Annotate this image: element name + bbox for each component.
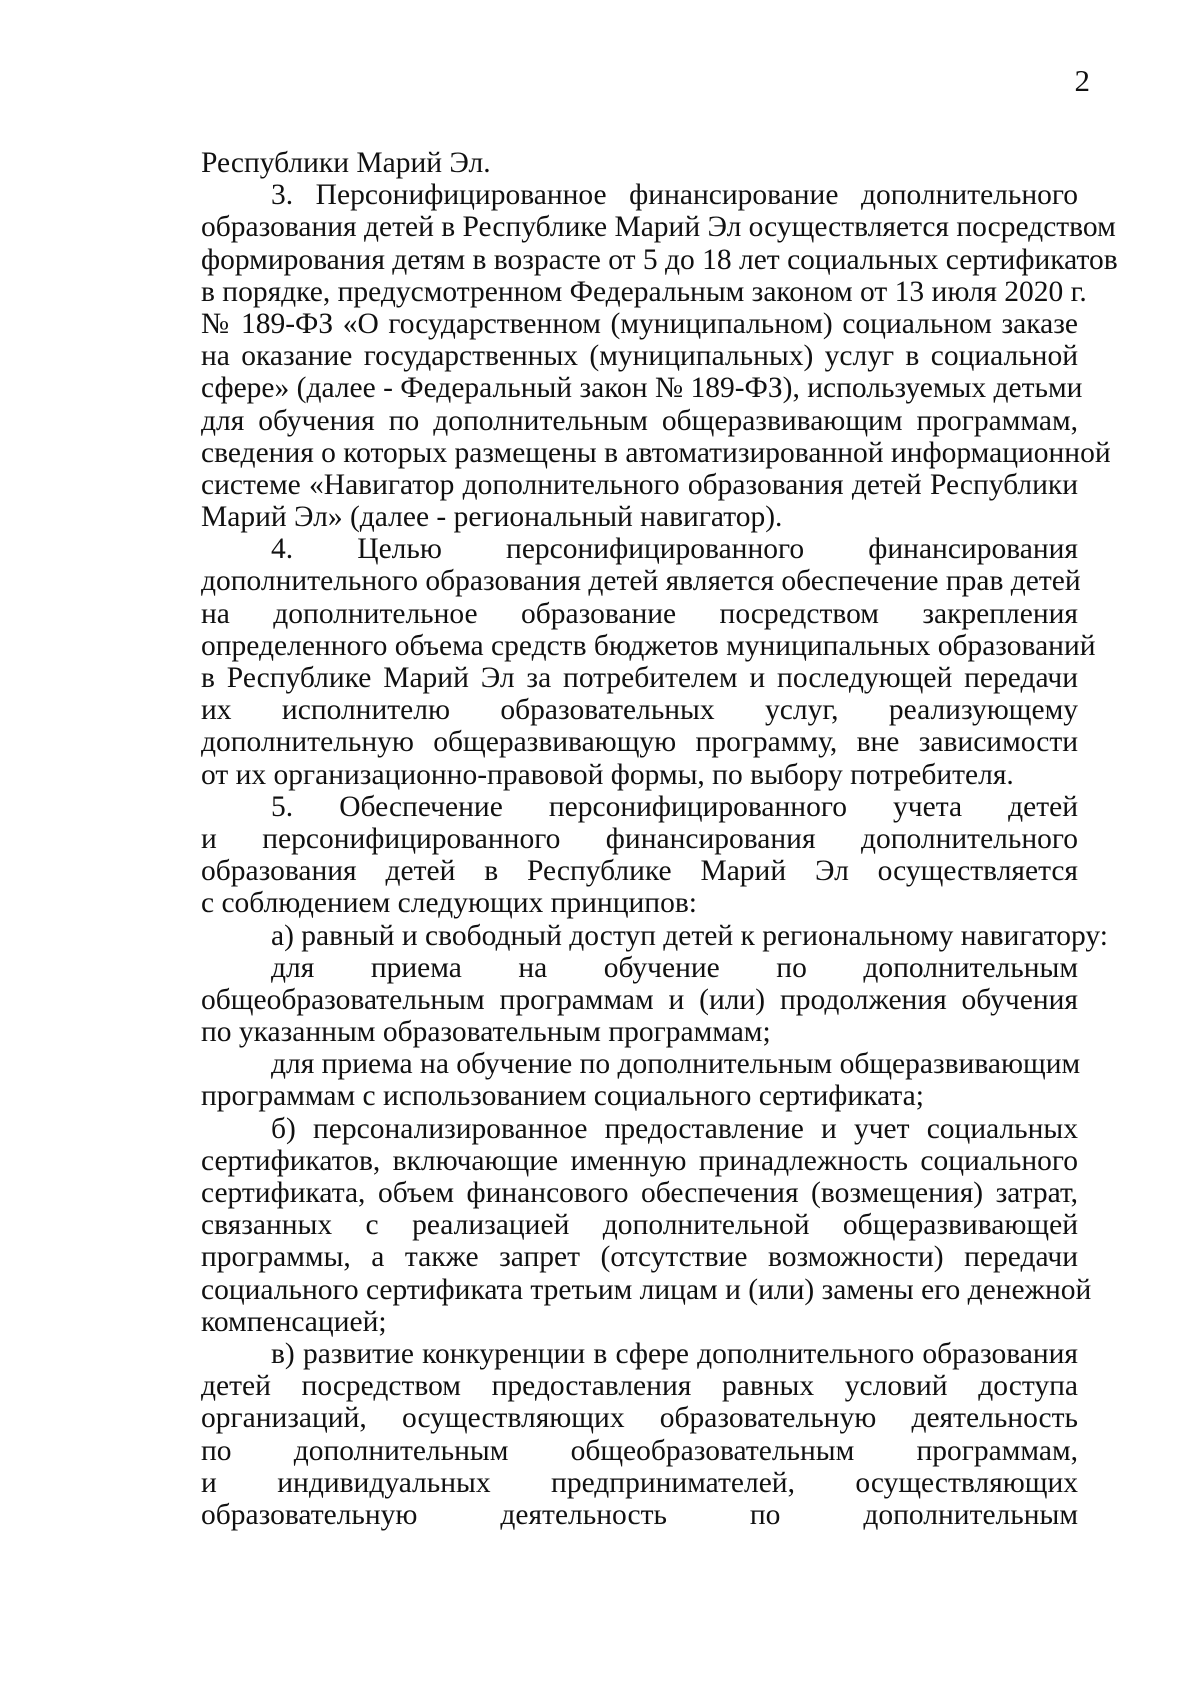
text-line: от их организационно-правовой формы, по выбору потребителя. (201, 758, 1014, 791)
text-line: сфере» (далее - Федеральный закон № 189-ФЗ), используемых детьми (201, 372, 1083, 405)
text-line: образовательную деятельность по дополнительным (201, 1498, 1078, 1531)
text-line: определенного объема средств бюджетов муниципальных образований (201, 629, 1096, 662)
text-line: с соблюдением следующих принципов: (201, 887, 697, 920)
text-line: образования детей в Республике Марий Эл осуществляется (201, 855, 1078, 888)
text-line: 5. Обеспечение персонифицированного учета детей (271, 790, 1078, 823)
text-line: 3. Персонифицированное финансирование дополнительного (271, 179, 1078, 212)
text-line: организаций, осуществляющих образовательную деятельность (201, 1402, 1078, 1435)
text-line: в Республике Марий Эл за потребителем и последующей передачи (201, 662, 1078, 694)
text-line: а) равный и свободный доступ детей к региональному навигатору: (271, 919, 1108, 952)
text-line: 4. Целью персонифицированного финансирования (271, 533, 1078, 566)
text-line: формирования детям в возрасте от 5 до 18 лет социальных сертификатов (201, 243, 1118, 276)
text-line: на дополнительное образование посредством закрепления (201, 597, 1078, 630)
text-line: общеобразовательным программам и (или) продолжения обучения (201, 983, 1078, 1016)
page-number: 2 (1074, 63, 1090, 98)
text-line: компенсацией; (201, 1305, 387, 1338)
text-line: № 189-ФЗ «О государственном (муниципальном) социальном заказе (201, 307, 1078, 340)
document-body (201, 147, 1118, 1531)
text-line: в порядке, предусмотренном Федеральным законом от 13 июля 2020 г. (201, 275, 1087, 308)
text-line: по дополнительным общеобразовательным программам, (201, 1434, 1078, 1467)
text-line: сертификатов, включающие именную принадлежность социального (201, 1144, 1078, 1177)
text-line: их исполнителю образовательных услуг, реализующему (201, 694, 1078, 727)
text-line: б) персонализированное предоставление и учет социальных (271, 1112, 1078, 1145)
text-line: сведения о которых размещены в автоматизированной информационной (201, 436, 1111, 469)
text-line: Республики Марий Эл. (201, 147, 491, 179)
text-line: дополнительного образования детей является обеспечение прав детей (201, 565, 1081, 598)
text-line: программам с использованием социального сертификата; (201, 1080, 924, 1113)
text-line: и персонифицированного финансирования дополнительного (201, 822, 1078, 855)
text-line: детей посредством предоставления равных условий доступа (201, 1370, 1078, 1403)
text-line: и индивидуальных предпринимателей, осуществляющих (201, 1466, 1078, 1499)
text-line: связанных с реализацией дополнительной общеразвивающей (201, 1209, 1078, 1242)
text-line: для обучения по дополнительным общеразвивающим программам, (201, 404, 1078, 437)
text-line: социального сертификата третьим лицам и (или) замены его денежной (201, 1273, 1092, 1306)
text-line: в) развитие конкуренции в сфере дополнительного образования (271, 1337, 1078, 1370)
text-line: для приема на обучение по дополнительным (271, 951, 1078, 984)
text-line: сертификата, объем финансового обеспечения (возмещения) затрат, (201, 1177, 1078, 1209)
text-line: программы, а также запрет (отсутствие возможности) передачи (201, 1241, 1078, 1274)
text-line: для приема на обучение по дополнительным общеразвивающим (271, 1048, 1081, 1081)
text-line: дополнительную общеразвивающую программу, вне зависимости (201, 726, 1078, 759)
text-line: Марий Эл» (далее - региональный навигатор). (201, 501, 783, 534)
text-line: образования детей в Республике Марий Эл осуществляется посредством (201, 211, 1116, 244)
text-line: на оказание государственных (муниципальных) услуг в социальной (201, 340, 1078, 373)
text-line: системе «Навигатор дополнительного образования детей Республики (201, 468, 1078, 501)
text-line: по указанным образовательным программам; (201, 1016, 771, 1049)
